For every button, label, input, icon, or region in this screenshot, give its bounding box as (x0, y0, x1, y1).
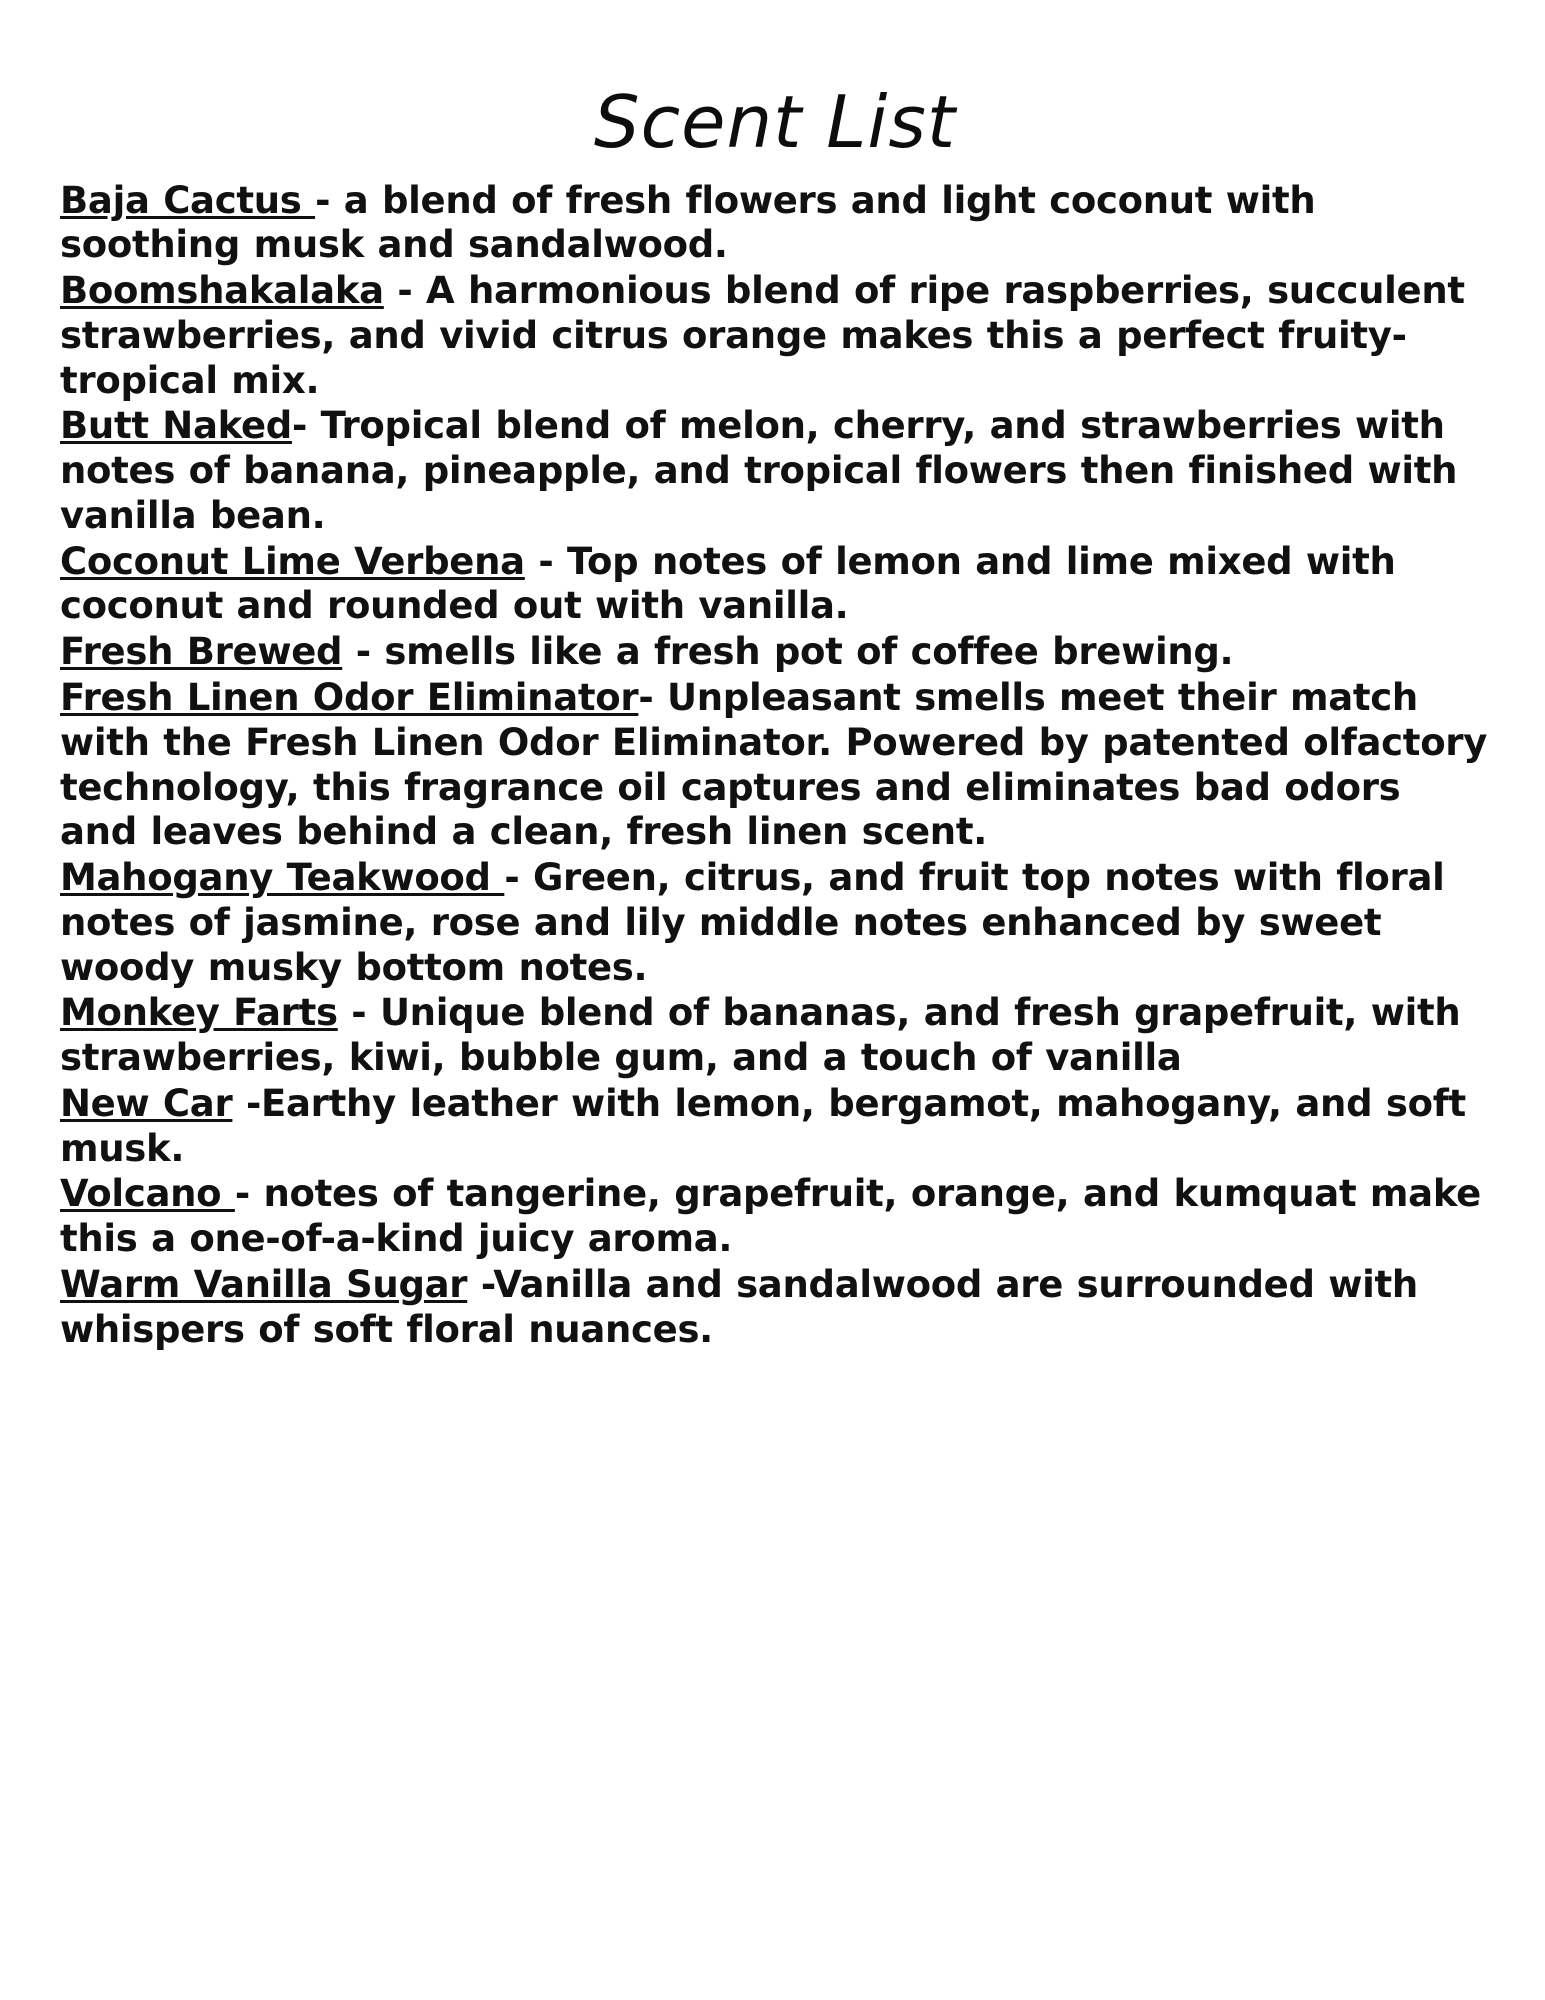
scent-list (60, 179, 1490, 1353)
scent-description: - a blend of fresh flowers and light coconut with soothing musk and sandalwood. (60, 178, 1316, 267)
scent-name: Fresh Linen Odor Eliminator (60, 676, 639, 720)
list-item (60, 1263, 1490, 1353)
page-title: Scent List (593, 80, 957, 164)
list-item (60, 540, 1490, 630)
list-item (60, 676, 1490, 855)
scent-description: - Green, citrus, and fruit top notes with floral notes of jasmine, rose and lily middle notes enhanced by sweet woody musky bottom notes. (60, 856, 1445, 989)
scent-description: -Earthy leather with lemon, bergamot, mahogany, and soft musk. (60, 1081, 1466, 1170)
scent-description: - Unpleasant smells meet their match with the Fresh Linen Odor Eliminator. Powered by patented olfactory technology, this fragrance oil captures and eliminates bad odors and leaves behind a clean, fresh linen scent. (60, 676, 1488, 854)
scent-name: Boomshakalaka (60, 269, 384, 313)
scent-description: - Top notes of lemon and lime mixed with coconut and rounded out with vanilla. (60, 539, 1396, 628)
list-item (60, 179, 1490, 269)
scent-name: Butt Naked (60, 404, 292, 448)
list-item (60, 404, 1490, 538)
scent-name: New Car (60, 1081, 233, 1125)
scent-description: - smells like a fresh pot of coffee brewing. (342, 630, 1234, 674)
scent-name: Volcano (60, 1172, 235, 1216)
scent-description: - A harmonious blend of ripe raspberries, succulent strawberries, and vivid citrus orange makes this a perfect fruity-tropical mix. (60, 269, 1465, 402)
scent-name: Warm Vanilla Sugar (60, 1262, 468, 1306)
scent-name: Fresh Brewed (60, 630, 343, 674)
scent-name: Mahogany Teakwood (60, 856, 505, 900)
list-item (60, 269, 1490, 403)
scent-description: - Tropical blend of melon, cherry, and strawberries with notes of banana, pineapple, and tropical flowers then finished with vanilla bean. (60, 404, 1458, 537)
scent-description: - Unique blend of bananas, and fresh grapefruit, with strawberries, kiwi, bubble gum, and a touch of vanilla (60, 991, 1461, 1080)
list-item (60, 1082, 1490, 1172)
list-item (60, 991, 1490, 1081)
scent-name: Baja Cactus (60, 178, 316, 222)
scent-name: Coconut Lime Verbena (60, 539, 525, 583)
list-item (60, 856, 1490, 990)
scent-name: Monkey Farts (60, 991, 338, 1035)
list-item (60, 1172, 1490, 1262)
scent-description: - notes of tangerine, grapefruit, orange, and kumquat make this a one-of-a-kind juicy aroma. (60, 1172, 1481, 1261)
list-item (60, 630, 1490, 675)
scent-description: -Vanilla and sandalwood are surrounded with whispers of soft floral nuances. (60, 1262, 1418, 1351)
